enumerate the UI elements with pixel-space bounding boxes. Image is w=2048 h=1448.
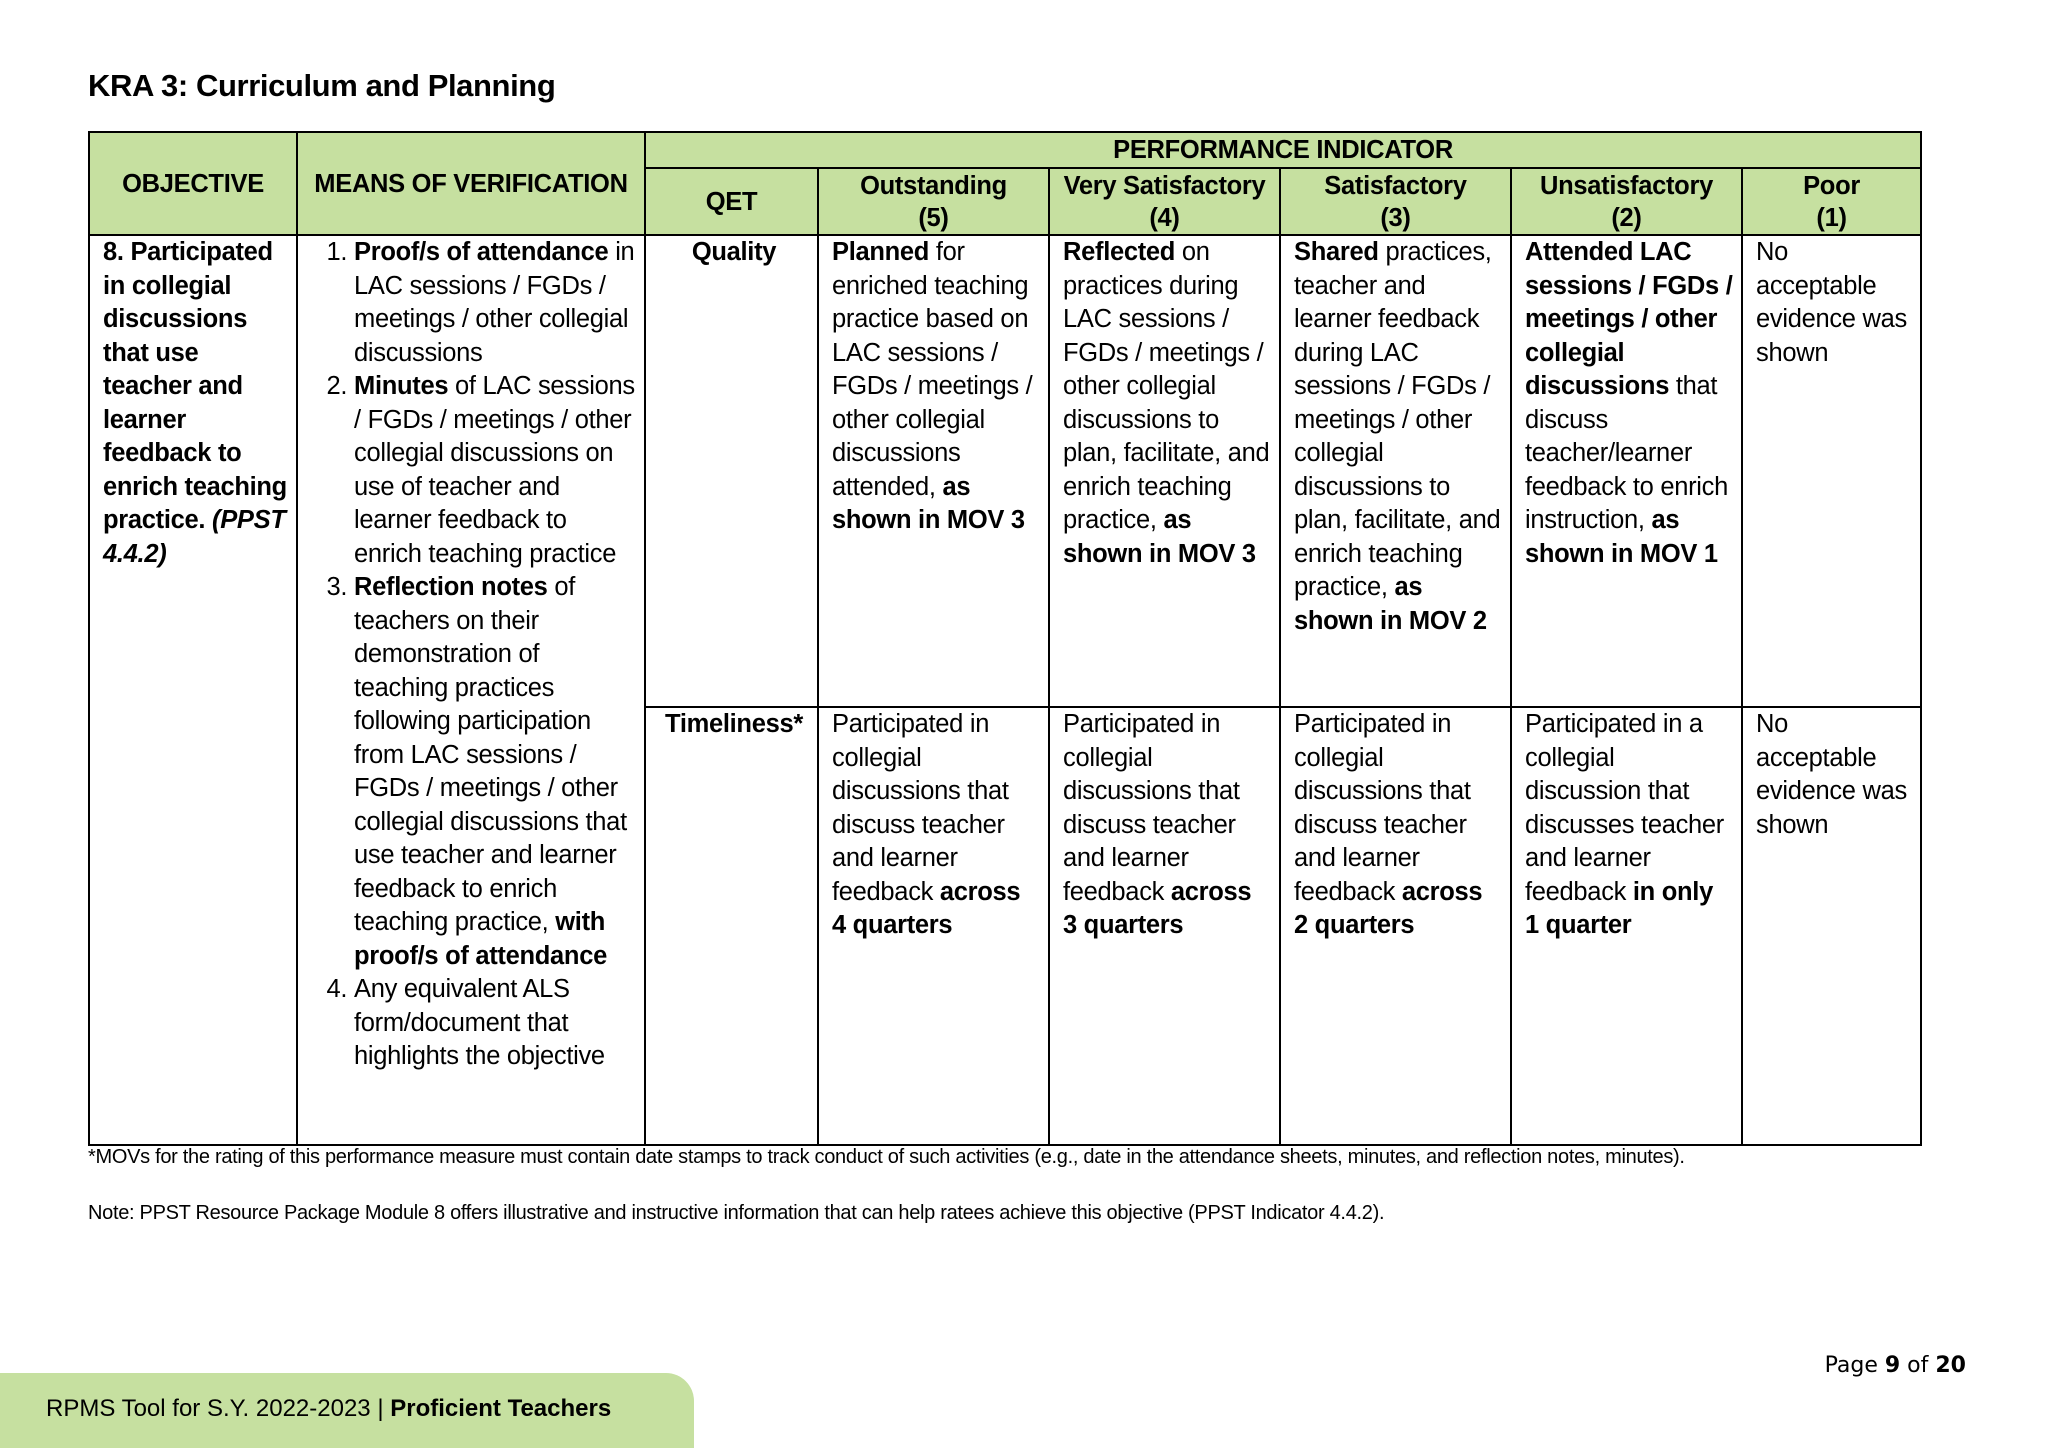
rating-label: Outstanding: [860, 171, 1007, 200]
rating-header-outstanding: [818, 168, 1049, 235]
footer-text: RPMS Tool for S.Y. 2022-2023 | Proficient Teachers: [46, 1395, 612, 1422]
footnote: *MOVs for the rating of this performance measure must contain date stamps to track conduct of such activities (e.g., date in the attendance sheets, minutes, and reflection notes, minutes).: [88, 1146, 1685, 1168]
rating-label: Satisfactory: [1324, 171, 1467, 200]
rating-score: (4): [1149, 203, 1180, 232]
timeliness-outstanding: Participated in collegial discussions that discuss teacher and learner feedback across 4 quarters: [818, 707, 1049, 1145]
means-list: [310, 236, 636, 1074]
means-item: 1. Proof/s of attendance in LAC sessions / FGDs / meetings / other collegial discussions: [354, 236, 636, 370]
performance-indicator-header: PERFORMANCE INDICATOR: [645, 132, 1921, 168]
timeliness-satisfactory: Participated in collegial discussions that discuss teacher and learner feedback across 2 quarters: [1280, 707, 1511, 1145]
quality-satisfactory: Shared practices, teacher and learner feedback during LAC sessions / FGDs / meetings / other collegial discussions to plan, facilitate, and enrich teaching practice, as shown in MOV 2: [1280, 235, 1511, 707]
objective-text: 8. Participated in collegial discussions that use teacher and learner feedback to enrich teaching practice.: [103, 238, 287, 534]
rating-header-unsatisfactory: [1511, 168, 1742, 235]
timeliness-very-satisfactory: Participated in collegial discussions that discuss teacher and learner feedback across 3 quarters: [1049, 707, 1280, 1145]
rating-label: Poor: [1803, 171, 1860, 200]
quality-unsatisfactory: Attended LAC sessions / FGDs / meetings / other collegial discussions that discuss teacher/learner feedback to enrich instruction, as shown in MOV 1: [1511, 235, 1742, 707]
means-header: MEANS OF VERIFICATION: [297, 132, 645, 235]
rating-header-very-satisfactory: [1049, 168, 1280, 235]
rating-label: Unsatisfactory: [1540, 171, 1713, 200]
rating-score: (1): [1816, 203, 1847, 232]
qet-timeliness: Timeliness*: [645, 707, 818, 1145]
rating-score: (5): [918, 203, 949, 232]
rubric-table: [88, 131, 1922, 1146]
timeliness-poor: No acceptable evidence was shown: [1742, 707, 1921, 1145]
qet-quality: Quality: [645, 235, 818, 707]
rating-label: Very Satisfactory: [1063, 171, 1266, 200]
quality-poor: No acceptable evidence was shown: [1742, 235, 1921, 707]
means-item: 3. Reflection notes of teachers on their demonstration of teaching practices following participation from LAC sessions / FGDs / meetings / other collegial discussions that use teacher and learner feedback to enrich teaching practice, with proof/s of attendance: [354, 571, 636, 973]
page-number: Page 9 of 20: [1824, 1353, 1966, 1378]
means-item: 4. Any equivalent ALS form/document that highlights the objective: [354, 973, 636, 1074]
objective-header: OBJECTIVE: [89, 132, 297, 235]
rating-score: (3): [1380, 203, 1411, 232]
rating-header-satisfactory: [1280, 168, 1511, 235]
objective-ref: (PPST 4.4.2): [103, 506, 286, 568]
rating-header-poor: [1742, 168, 1921, 235]
note: Note: PPST Resource Package Module 8 offers illustrative and instructive information that can help ratees achieve this objective (PPST Indicator 4.4.2).: [88, 1202, 1385, 1224]
qet-header: QET: [645, 168, 818, 235]
quality-very-satisfactory: Reflected on practices during LAC sessions / FGDs / meetings / other collegial discussions to plan, facilitate, and enrich teaching practice, as shown in MOV 3: [1049, 235, 1280, 707]
timeliness-unsatisfactory: Participated in a collegial discussion that discusses teacher and learner feedback in only 1 quarter: [1511, 707, 1742, 1145]
kra-title: KRA 3: Curriculum and Planning: [88, 68, 556, 103]
quality-outstanding: Planned for enriched teaching practice based on LAC sessions / FGDs / meetings / other collegial discussions attended, as shown in MOV 3: [818, 235, 1049, 707]
objective-cell: [89, 235, 297, 1145]
rating-score: (2): [1611, 203, 1642, 232]
means-cell: [297, 235, 645, 1145]
means-item: 2. Minutes of LAC sessions / FGDs / meetings / other collegial discussions on use of teacher and learner feedback to enrich teaching practice: [354, 370, 636, 571]
